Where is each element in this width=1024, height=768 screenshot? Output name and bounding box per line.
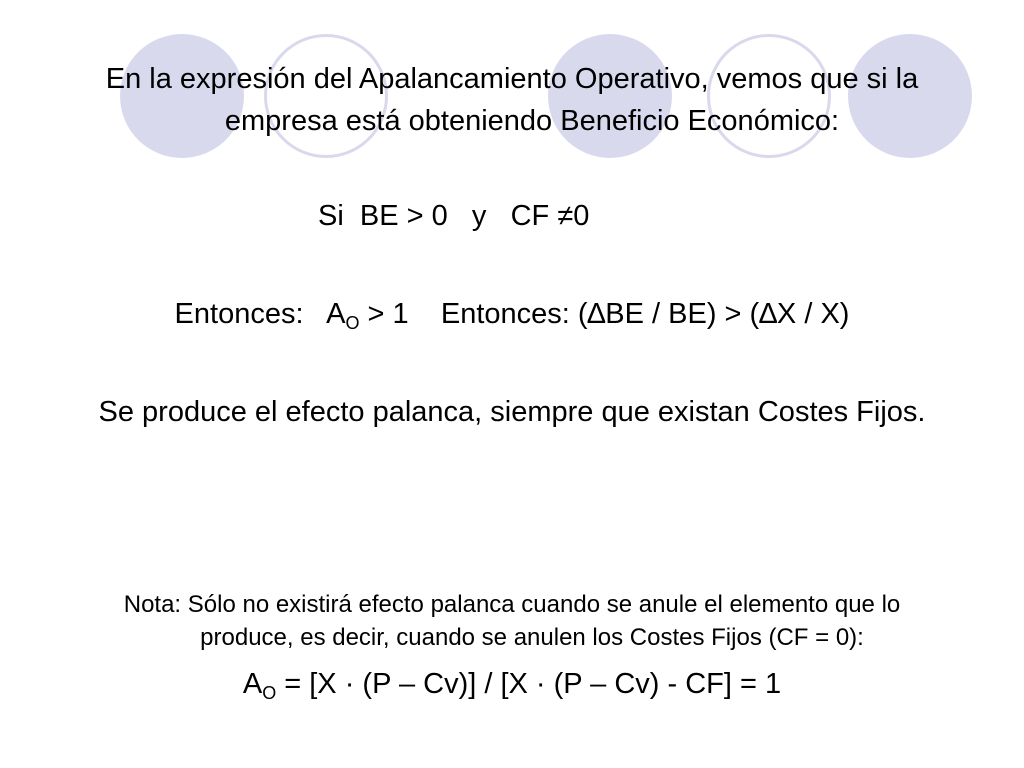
note-line-2: produce, es decir, cuando se anulen los Costes Fijos (CF = 0):	[200, 624, 864, 651]
consequence-subscript: O	[345, 313, 360, 333]
formula-prefix: A	[242, 668, 263, 700]
consequence-prefix: Entonces: A	[174, 298, 346, 330]
note-line-1: Nota: Sólo no existirá efecto palanca cuando se anule el elemento que lo	[123, 591, 901, 618]
consequence-rest: > 1 Entonces: (∆BE / BE) > (∆X / X)	[359, 298, 850, 330]
intro-line-1: En la expresión del Apalancamiento Operativo, vemos que si la	[105, 63, 919, 95]
effect-line: Se produce el efecto palanca, siempre que existan Costes Fijos.	[98, 396, 926, 428]
note-paragraph	[0, 588, 1024, 654]
formula-rest: = [X · (P – Cv)] / [X · (P – Cv) - CF] = 1	[276, 668, 782, 700]
intro-line-2: empresa está obteniendo Beneficio Económico:	[224, 105, 840, 137]
condition-line: Si BE > 0 y CF ≠0	[318, 200, 590, 232]
formula-subscript: O	[262, 683, 277, 703]
formula-line	[0, 665, 1024, 703]
intro-paragraph	[0, 58, 1024, 142]
consequence-line	[0, 296, 1024, 332]
